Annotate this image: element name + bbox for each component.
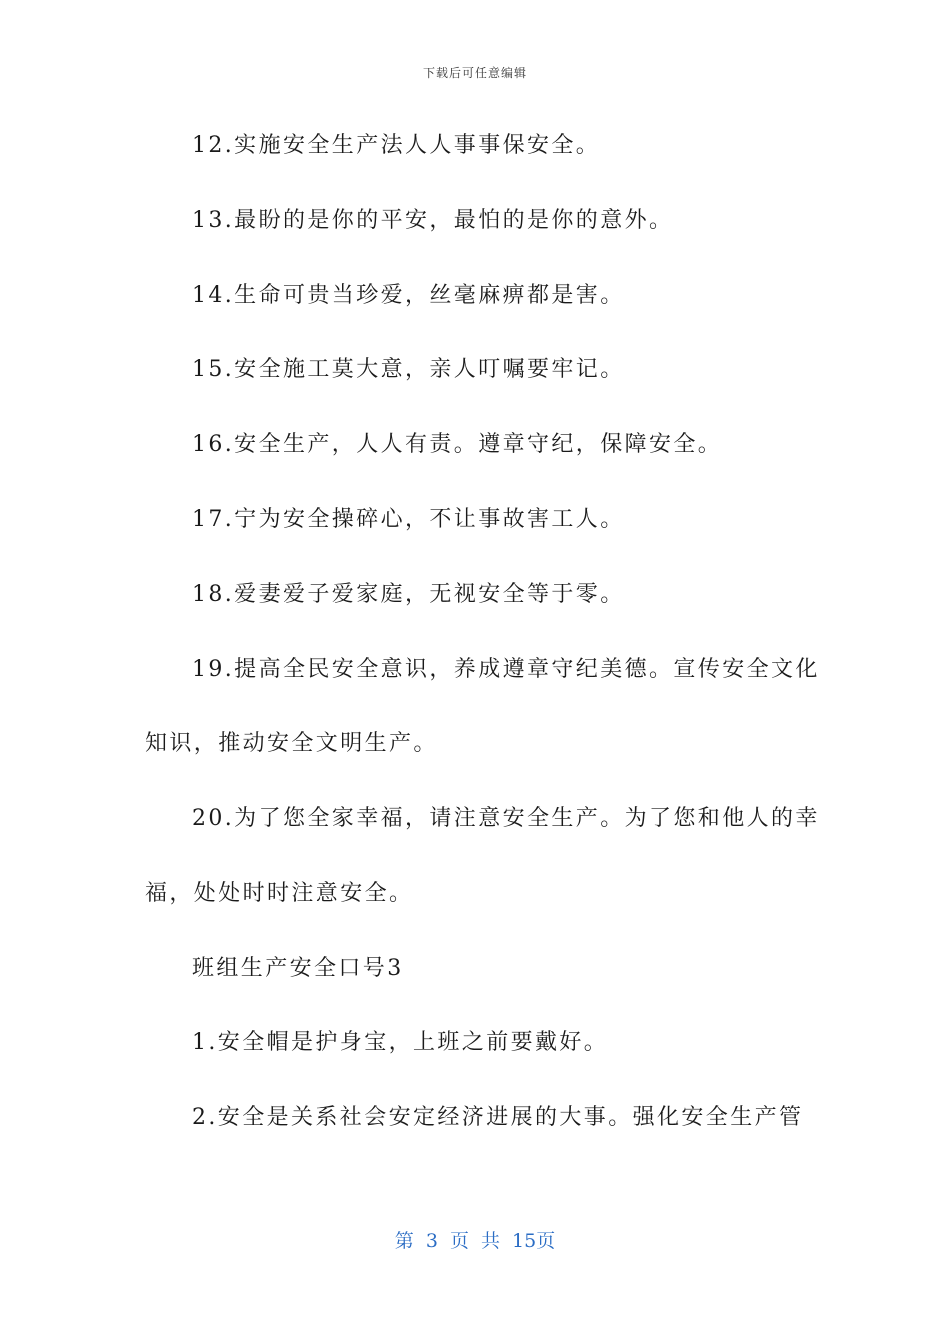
page-number: 第 3 页 共 15页 — [394, 1230, 556, 1252]
text-line: 16.安全生产，人人有责。遵章守纪，保障安全。 — [192, 432, 723, 457]
text-line: 19.提高全民安全意识，养成遵章守纪美德。宣传安全文化 — [192, 657, 820, 682]
text-line: 1.安全帽是护身宝，上班之前要戴好。 — [192, 1030, 609, 1055]
text-line: 20.为了您全家幸福，请注意安全生产。为了您和他人的幸 — [192, 806, 820, 831]
text-line: 17.宁为安全操碎心，不让事故害工人。 — [192, 507, 625, 532]
text-line: 18.爱妻爱子爱家庭，无视安全等于零。 — [192, 582, 625, 607]
text-line: 福，处处时时注意安全。 — [145, 881, 414, 906]
text-line: 2.安全是关系社会安定经济进展的大事。强化安全生产管 — [192, 1105, 804, 1130]
page-header-note: 下载后可任意编辑 — [422, 66, 527, 80]
text-line: 12.实施安全生产法人人事事保安全。 — [192, 133, 601, 158]
section-heading: 班组生产安全口号3 — [192, 956, 404, 981]
text-line: 15.安全施工莫大意，亲人叮嘱要牢记。 — [192, 357, 625, 382]
text-line: 知识，推动安全文明生产。 — [145, 731, 438, 756]
text-line: 14.生命可贵当珍爱，丝毫麻痹都是害。 — [192, 283, 625, 308]
text-line: 13.最盼的是你的平安，最怕的是你的意外。 — [192, 208, 674, 233]
